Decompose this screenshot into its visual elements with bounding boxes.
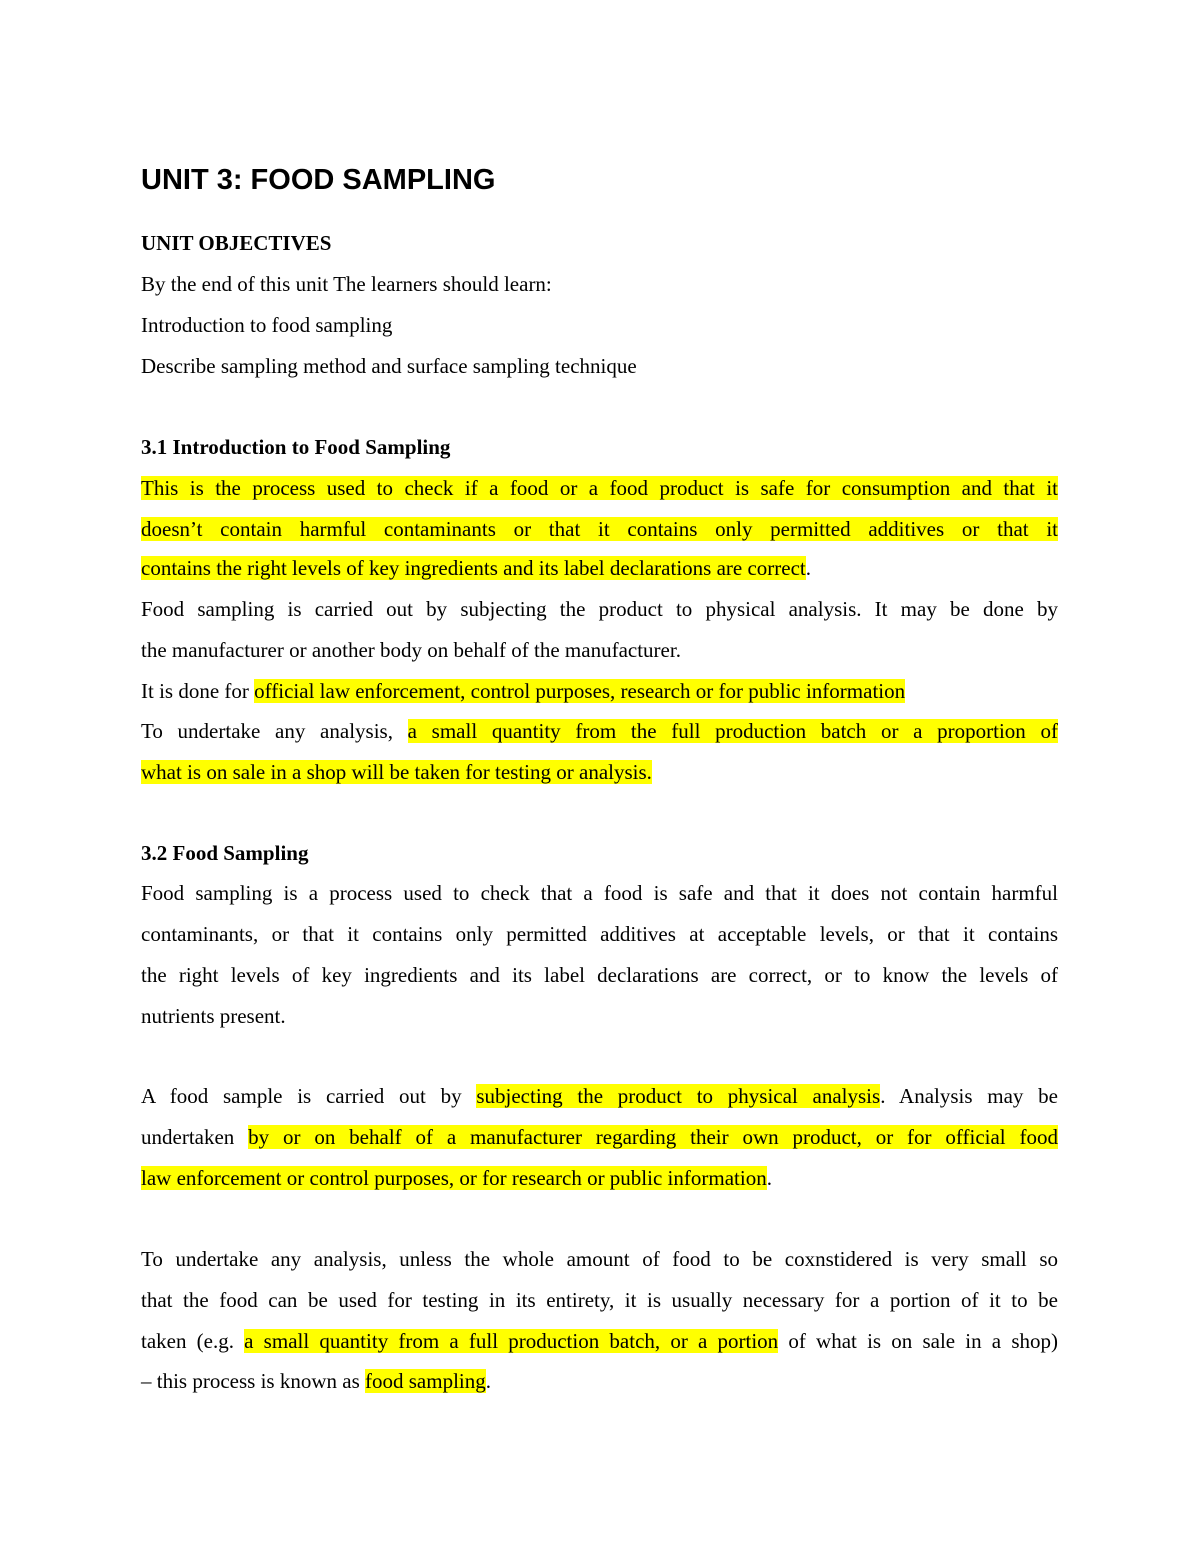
section-3-1-p1-line-1 xyxy=(141,474,1058,502)
section-3-2-heading: 3.2 Food Sampling xyxy=(141,841,309,865)
section-3-2-p3-line-2: that the food can be used for testing in its entirety, it is usually necessary for a portion of it to be xyxy=(141,1288,1058,1312)
highlight: what is on sale in a shop will be taken for testing or analysis. xyxy=(141,760,652,784)
section-3-1-p4-line-2 xyxy=(141,758,652,786)
highlight: by or on behalf of a manufacturer regarding their own product, or for official food xyxy=(248,1125,1058,1149)
objective-item-1: Introduction to food sampling xyxy=(141,313,393,337)
section-3-1-p1-line-3 xyxy=(141,554,811,582)
highlight: a small quantity from a full production batch, or a portion xyxy=(244,1329,779,1353)
objective-item-2: Describe sampling method and surface sampling technique xyxy=(141,354,637,378)
highlight: contains the right levels of key ingredients and its label declarations are correct xyxy=(141,556,806,580)
section-3-2-p1-line-2: contaminants, or that it contains only permitted additives at acceptable levels, or that it contains xyxy=(141,922,1058,946)
text-run: To undertake any analysis, xyxy=(141,719,408,743)
text-run: . xyxy=(766,1166,772,1190)
section-3-2-p2-line-1 xyxy=(141,1082,1058,1110)
section-3-1-p2-line-2: the manufacturer or another body on behalf of the manufacturer. xyxy=(141,638,681,662)
section-3-2-p2-line-2 xyxy=(141,1123,1058,1151)
highlight: This is the process used to check if a food or a food product is safe for consumption and that it xyxy=(141,476,1058,500)
text-run: A food sample is carried out by xyxy=(141,1084,477,1108)
highlight: doesn’t contain harmful contaminants or that it contains only permitted additives or that it xyxy=(141,517,1058,541)
text-run: undertaken xyxy=(141,1125,249,1149)
objectives-intro: By the end of this unit The learners should learn: xyxy=(141,272,552,296)
highlight: food sampling xyxy=(365,1369,486,1393)
section-3-1-p1-line-2 xyxy=(141,515,1058,543)
section-3-1-p3 xyxy=(141,677,905,705)
text-run: . Analysis may be xyxy=(880,1084,1058,1108)
section-3-2-p1-line-1: Food sampling is a process used to check that a food is safe and that it does not contain harmful xyxy=(141,881,1058,905)
section-3-1-p4-line-1 xyxy=(141,717,1058,745)
section-3-1-p2-line-1: Food sampling is carried out by subjecting the product to physical analysis. It may be done by xyxy=(141,597,1058,621)
highlight: official law enforcement, control purposes, research or for public information xyxy=(254,679,906,703)
text-run: taken (e.g. xyxy=(141,1329,245,1353)
unit-title: UNIT 3: FOOD SAMPLING xyxy=(141,164,496,196)
highlight: subjecting the product to physical analysis xyxy=(476,1084,881,1108)
section-3-2-p3-line-1: To undertake any analysis, unless the whole amount of food to be coxnstidered is very small so xyxy=(141,1247,1058,1271)
sentence-end: . xyxy=(805,556,812,580)
text-run: . xyxy=(485,1369,491,1393)
section-3-2-p3-line-4 xyxy=(141,1367,491,1395)
section-3-1-heading: 3.1 Introduction to Food Sampling xyxy=(141,435,451,459)
section-3-2-p2-line-3 xyxy=(141,1164,772,1192)
text-run: of what is on sale in a shop) xyxy=(778,1329,1058,1353)
section-3-2-p1-line-4: nutrients present. xyxy=(141,1004,286,1028)
section-3-2-p3-line-3 xyxy=(141,1327,1058,1355)
highlight: law enforcement or control purposes, or for research or public information xyxy=(141,1166,767,1190)
objectives-heading: UNIT OBJECTIVES xyxy=(141,231,332,255)
text-run: It is done for xyxy=(141,679,255,703)
text-run: – this process is known as xyxy=(141,1369,365,1393)
highlight: a small quantity from the full production batch or a proportion of xyxy=(407,719,1058,743)
section-3-2-p1-line-3: the right levels of key ingredients and its label declarations are correct, or to know the levels of xyxy=(141,963,1058,987)
